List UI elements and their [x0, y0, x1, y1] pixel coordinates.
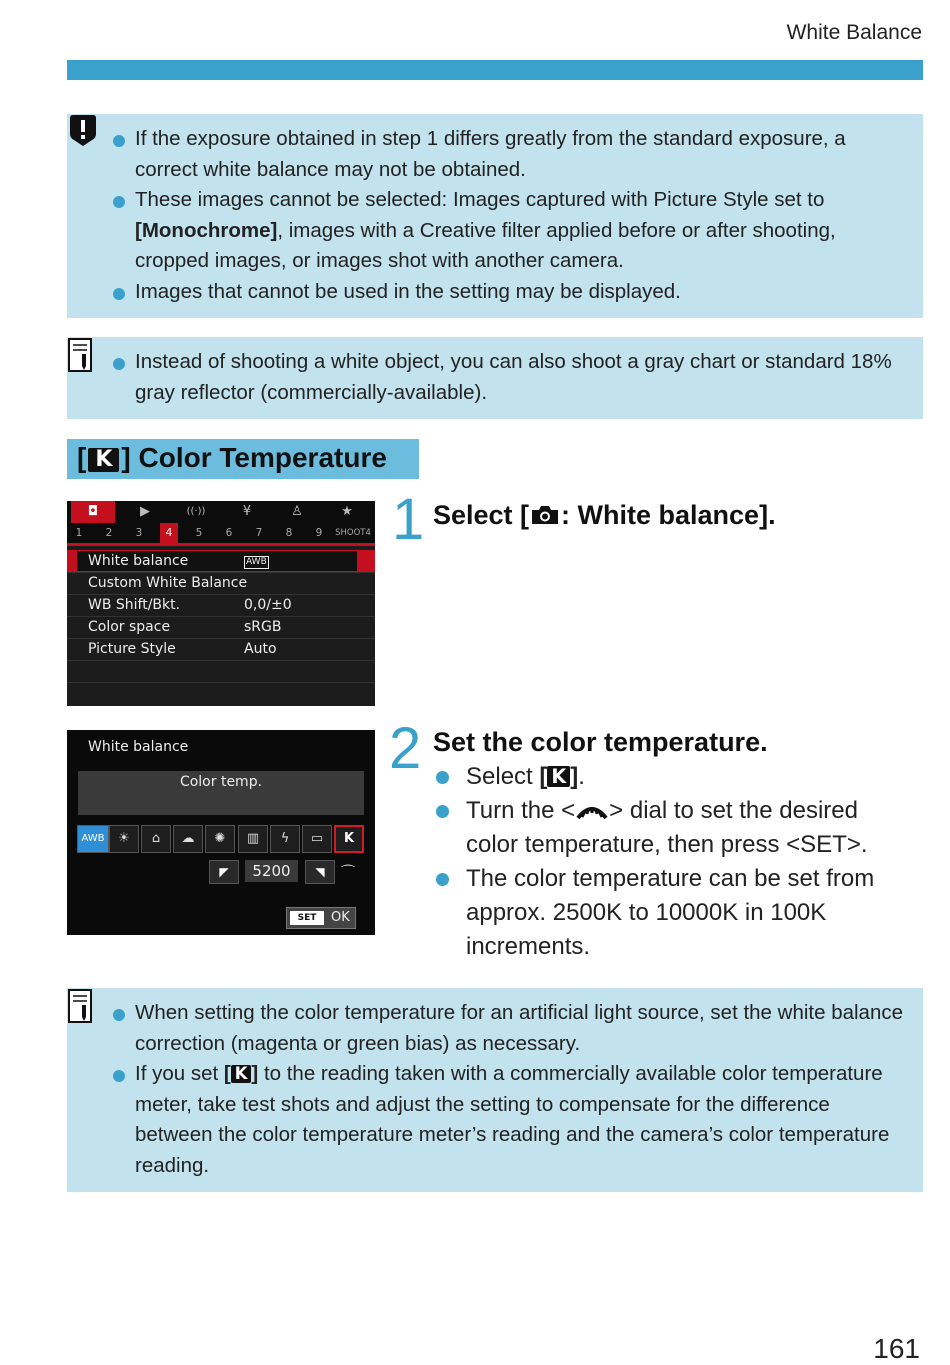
- increase-icon: ◥: [305, 860, 335, 884]
- daylight-icon: ☀: [109, 825, 139, 853]
- screen-title: White balance: [88, 739, 189, 755]
- step-number: 2: [389, 716, 422, 781]
- menu-row-value: sRGB: [244, 619, 282, 635]
- flash-icon: ϟ: [270, 825, 300, 853]
- header-rule: [67, 60, 923, 80]
- color-temp-value: 5200: [245, 860, 298, 882]
- menu-page-number: 3: [135, 527, 143, 539]
- menu-row: [67, 616, 375, 639]
- fluorescent-icon: ▥: [238, 825, 268, 853]
- k-icon: K: [88, 448, 119, 472]
- menu-page-number: 6: [225, 527, 233, 539]
- step-number: 1: [392, 487, 425, 552]
- dial-icon: ⌒: [341, 865, 355, 881]
- bracket-close: ]: [570, 763, 579, 790]
- camera-icon: [530, 504, 560, 526]
- note-list: [113, 998, 909, 1181]
- set-ok-button: [286, 907, 356, 929]
- note-box: [67, 988, 923, 1192]
- note-item: Instead of shooting a white object, you can also shoot a gray chart or standard 18% gray reflector (commercially-available).: [113, 347, 909, 408]
- white-balance-screenshot: [67, 730, 375, 935]
- caution-item: Images that cannot be used in the setting may be displayed.: [113, 277, 909, 308]
- note-item: When setting the color temperature for an artificial light source, set the white balance correction (magenta or green bias) as necessary.: [113, 998, 909, 1059]
- step-title: [433, 500, 776, 531]
- menu-page-numbers: [67, 523, 375, 546]
- menu-row-label: White balance: [88, 553, 189, 569]
- wireless-tab-icon: ((·)): [186, 506, 206, 517]
- k-icon: K: [334, 825, 364, 853]
- cloudy-icon: ☁: [173, 825, 203, 853]
- caution-list: [113, 124, 909, 307]
- bracket-open: [: [539, 763, 548, 790]
- bracket-close: ]: [121, 442, 131, 473]
- note-box: [67, 337, 923, 419]
- custom-tab-icon: ♙: [291, 504, 303, 519]
- step-2-list: [434, 760, 914, 964]
- menu-row: [67, 594, 375, 617]
- mymenu-tab-icon: ★: [341, 504, 353, 519]
- step-bullet: [434, 760, 914, 794]
- menu-row-label: WB Shift/Bkt.: [88, 597, 181, 613]
- camera-tab-icon: ◘: [71, 501, 115, 523]
- menu-page-number: 8: [285, 527, 293, 539]
- page-header-title: White Balance: [786, 21, 922, 44]
- menu-row: [67, 572, 375, 595]
- menu-page-number: 9: [315, 527, 323, 539]
- section-title: Color Temperature: [138, 442, 387, 473]
- caution-item: If the exposure obtained in step 1 differs greatly from the standard exposure, a correct white balance may not be obtained.: [113, 124, 909, 185]
- color-temp-panel: [78, 771, 364, 815]
- k-icon: K: [547, 766, 570, 787]
- decrease-icon: ◤: [209, 860, 239, 884]
- menu-row: [67, 638, 375, 661]
- menu-page-number-active: 4: [160, 523, 178, 543]
- note-item-text: If you set: [135, 1062, 224, 1085]
- menu-row-white-balance: [67, 550, 375, 573]
- ok-label: OK: [331, 910, 350, 925]
- page-number: 161: [873, 1333, 920, 1364]
- menu-page-number: 7: [255, 527, 263, 539]
- awb-icon: AWB: [77, 825, 109, 853]
- note-item-text: to the reading taken with a commercially available color temperature meter, take test shots and adjust the setting to compensate for the difference between the color temperature meter’s reading and the camera’s color temperature reading.: [135, 1062, 890, 1177]
- note-list: [113, 347, 909, 408]
- tungsten-icon: ✺: [205, 825, 235, 853]
- step-bullet-text: > dial to set the desired color temperature, then press <SET>.: [466, 797, 868, 858]
- note-icon: [67, 988, 97, 1026]
- setup-tab-icon: ¥: [242, 504, 252, 519]
- awb-icon: AWB: [246, 557, 267, 567]
- bracket-open: [: [223, 1062, 231, 1085]
- menu-row-label: Custom White Balance: [88, 575, 248, 591]
- camera-menu-screenshot: [67, 501, 375, 706]
- menu-page-number: 1: [75, 527, 83, 539]
- shade-icon: ⌂: [141, 825, 171, 853]
- menu-page-number: 2: [105, 527, 113, 539]
- caution-item-text: These images cannot be selected: Images captured with Picture Style set to: [135, 188, 825, 211]
- set-label: SET: [290, 911, 324, 925]
- step-bullet: The color temperature can be set from approx. 2500K to 10000K in 100K increments.: [434, 862, 914, 964]
- step-bullet: [434, 794, 914, 862]
- step-bullet-text: .: [578, 763, 585, 790]
- step-bullet-text: Turn the <: [466, 797, 576, 824]
- step-bullet-text: Select: [466, 763, 540, 790]
- note-icon: [67, 337, 97, 375]
- menu-page-number: 5: [195, 527, 203, 539]
- color-temp-label: Color temp.: [179, 774, 263, 790]
- menu-row-value: 0,0/±0: [244, 597, 292, 613]
- section-heading-text: [77, 442, 387, 474]
- custom-wb-icon: ▭: [302, 825, 332, 853]
- note-item: [113, 1059, 909, 1181]
- menu-page-label: SHOOT4: [335, 528, 371, 538]
- bracket-open: [: [77, 442, 87, 473]
- step-title: Set the color temperature.: [433, 727, 768, 757]
- step-title-text: Select [: [433, 500, 530, 530]
- section-heading: [67, 439, 419, 479]
- menu-row-value: Auto: [244, 641, 277, 657]
- bracket-close: ]: [251, 1062, 259, 1085]
- step-title-text: : White balance].: [561, 500, 776, 530]
- caution-box: [67, 114, 923, 318]
- menu-row-label: Picture Style: [88, 641, 176, 657]
- monochrome-label: [Monochrome]: [135, 218, 278, 242]
- camera-menu-tabs: [67, 501, 375, 523]
- caution-item-text: , images with a Creative filter applied before or after shooting, cropped images, or images shot with another camera.: [135, 218, 836, 272]
- playback-tab-icon: ▶: [140, 504, 150, 519]
- caution-icon: [67, 114, 99, 148]
- menu-row-label: Color space: [88, 619, 171, 635]
- main-dial-icon: [575, 800, 609, 820]
- menu-row-empty: [67, 660, 375, 683]
- k-icon: K: [231, 1065, 252, 1083]
- caution-item: [113, 185, 909, 277]
